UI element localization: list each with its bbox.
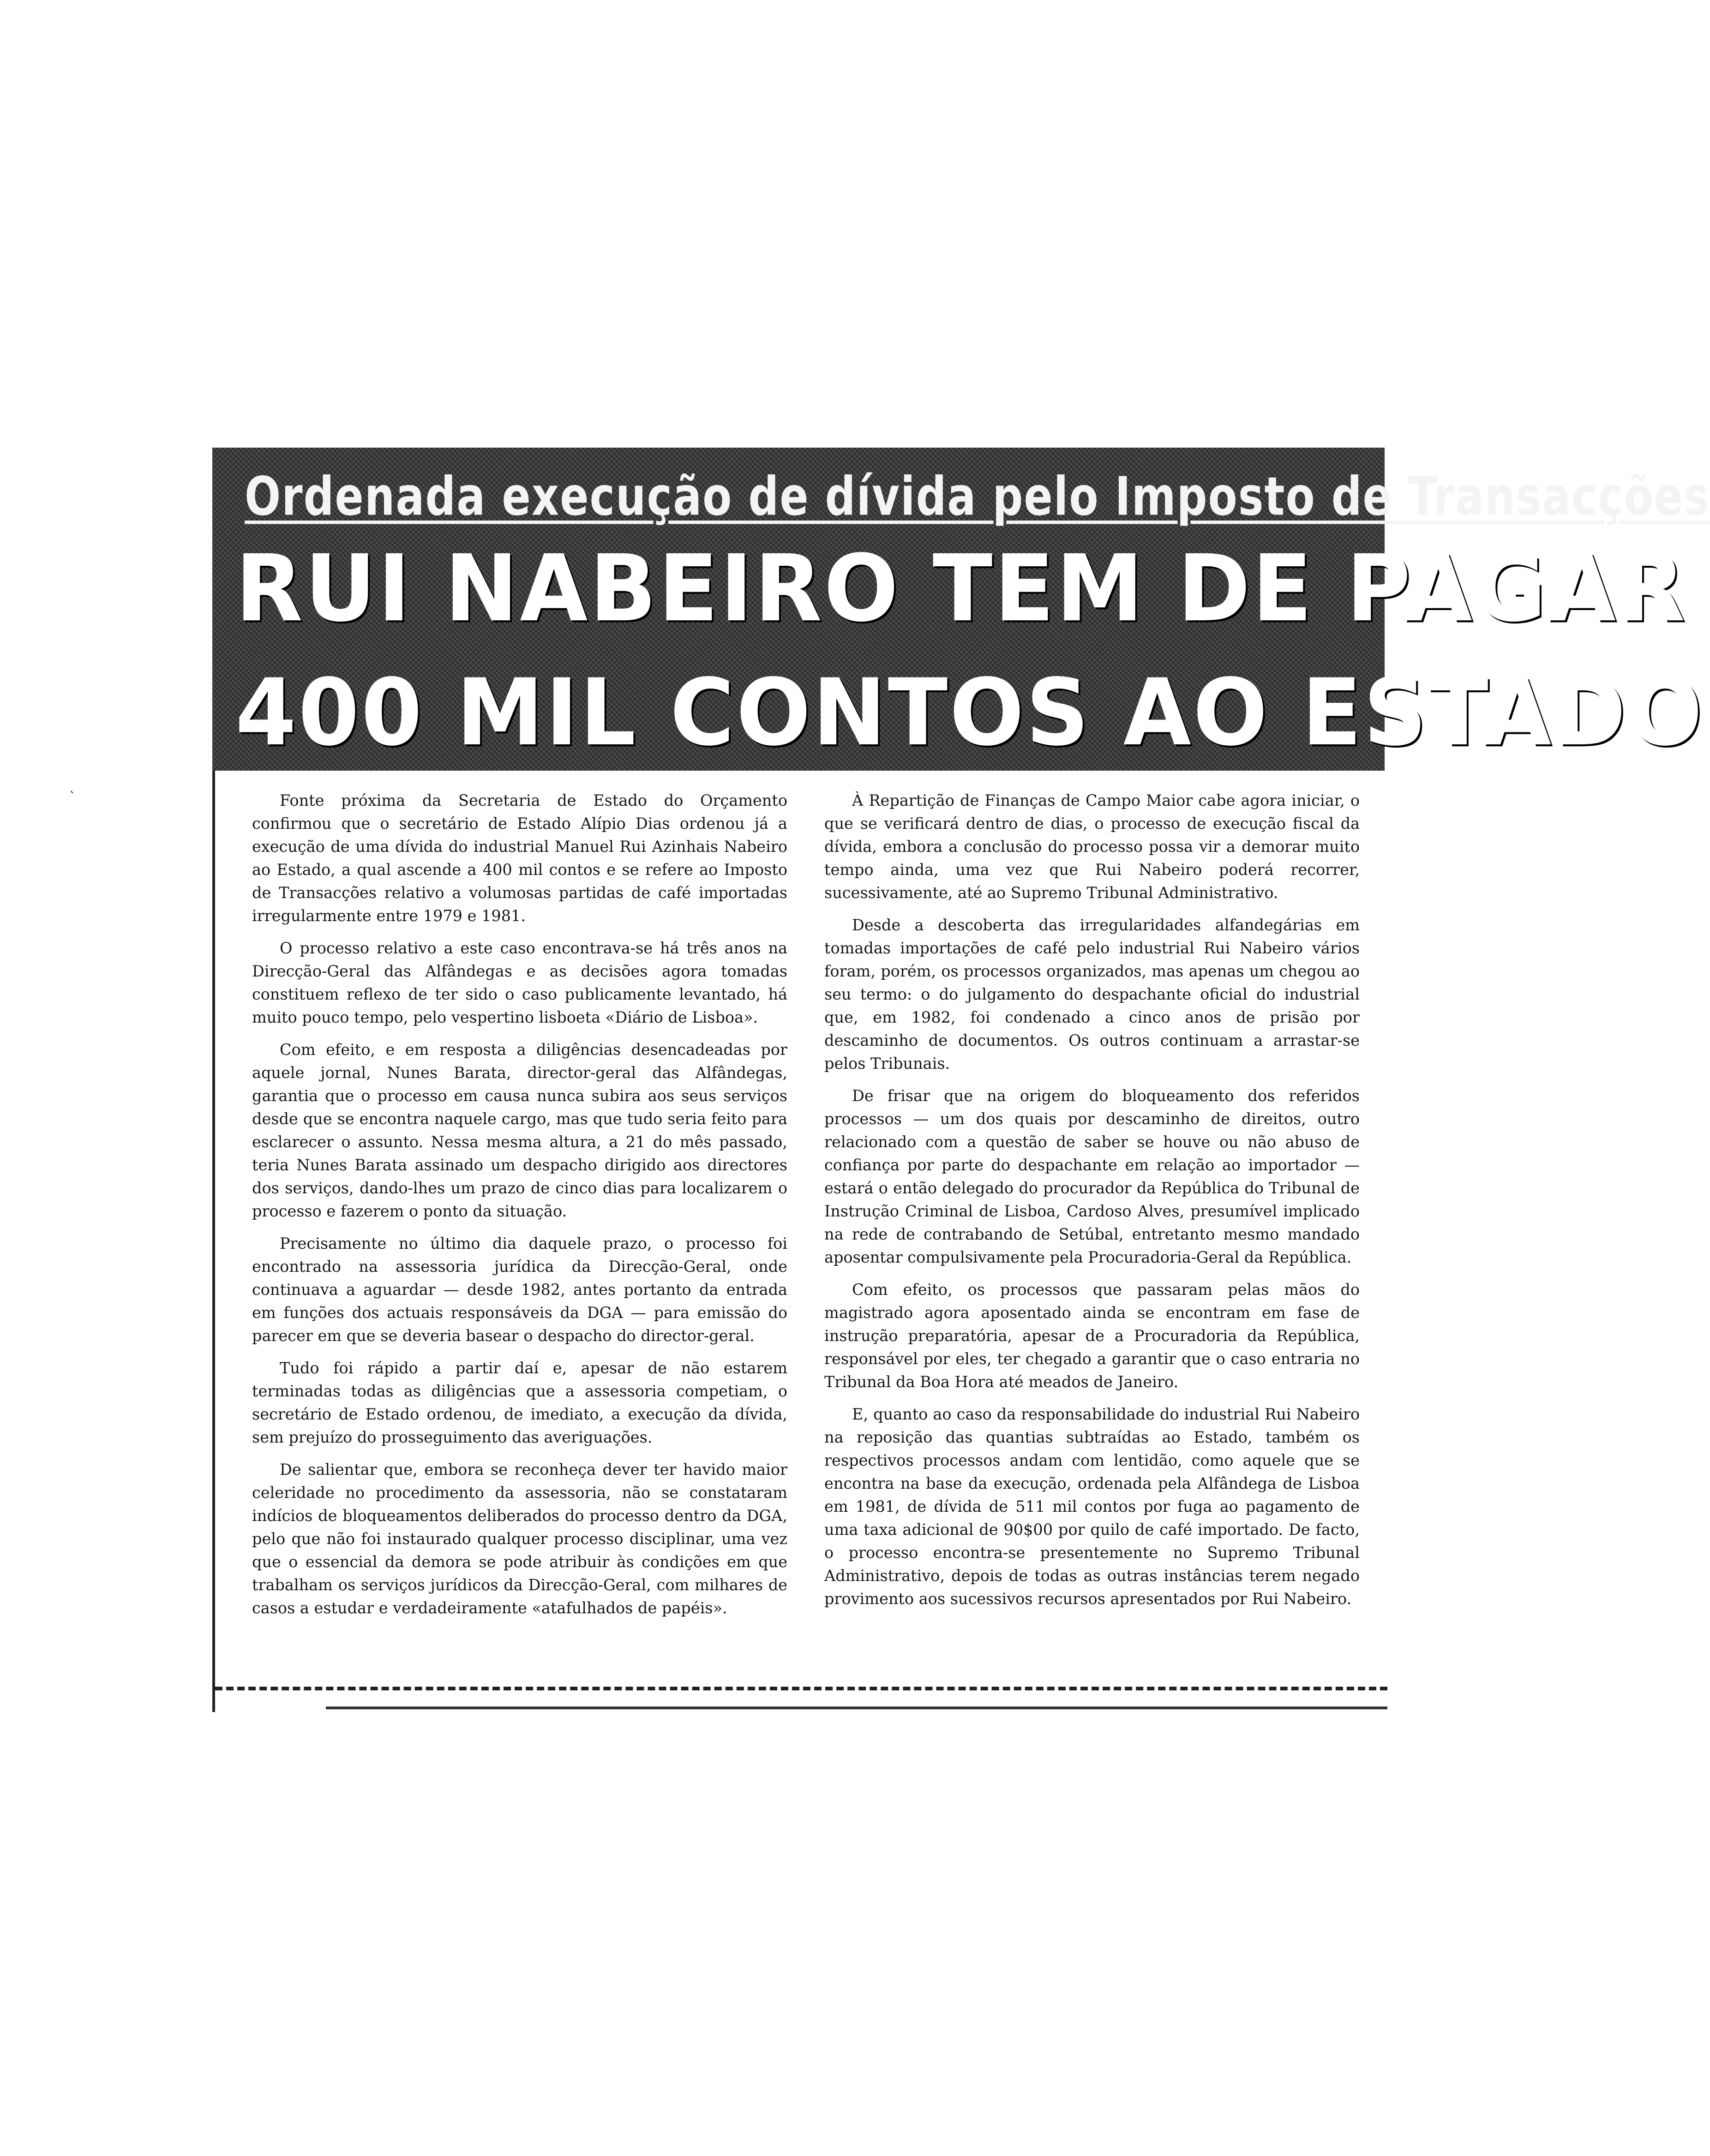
paragraph: Com efeito, os processos que passaram pelas mãos do magistrado agora aposentado ainda se encontram em fase de instrução preparatória, apesar de a Procuradoria da República, responsável por eles, ter chegado a garantir que o caso entraria no Tribunal da Boa Hora até meados de Janeiro. (824, 1281, 1360, 1391)
paragraph: Precisamente no último dia daquele prazo, o processo foi encontrado na assessoria jurídica da Direcção-Geral, onde continuava a aguardar — desde 1982, antes portanto da entrada em funções dos actuais responsáveis da DGA — para emissão do parecer em que se deveria basear o despacho do director-geral. (252, 1234, 787, 1345)
stray-mark: ˋ (69, 789, 76, 804)
paragraph: De frisar que na origem do bloqueamento dos referidos processos — um dos quais por descaminho de direitos, outro relacionado com a questão de saber se houve ou não abuso de confiança por parte do despachante em relação ao importador — estará o então delegado do procurador da República do Tribunal de Instrução Criminal de Lisboa, Cardoso Alves, presumível implicado na rede de contrabando de Setúbal, entretanto mesmo mandado aposentar compulsivamente pela Procuradoria-Geral da República. (824, 1087, 1360, 1266)
left-column (252, 789, 787, 1629)
kicker-headline: Ordenada execução de dívida pelo Imposto de Transacções (245, 466, 1710, 527)
bottom-dashed-rule (215, 1687, 1387, 1690)
bottom-rule (326, 1707, 1387, 1709)
paragraph: Com efeito, e em resposta a diligências desencadeadas por aquele jornal, Nunes Barata, director-geral das Alfândegas, garantia que o processo em causa nunca subira aos seus serviços desde que se encontra naquele cargo, mas que tudo seria feito para esclarecer o assunto. Nessa mesma altura, a 21 do mês passado, teria Nunes Barata assinado um despacho dirigido aos directores dos serviços, dando-lhes um prazo de cinco dias para localizarem o processo e fazerem o ponto da situação. (252, 1041, 787, 1220)
paragraph: À Repartição de Finanças de Campo Maior cabe agora iniciar, o que se verificará dentro de dias, o processo de execução fiscal da dívida, embora a conclusão do processo possa vir a demorar muito tempo ainda, uma vez que Rui Nabeiro poderá recorrer, sucessivamente, até ao Supremo Tribunal Administrativo. (824, 791, 1360, 902)
paragraph: De salientar que, embora se reconheça dever ter havido maior celeridade no procedimento da assessoria, não se constataram indícios de bloqueamentos deliberados do processo dentro da DGA, pelo que não foi instaurado qualquer processo disciplinar, uma vez que o essencial da demora se pode atribuir às condições em que trabalham os serviços jurídicos da Direcção-Geral, com milhares de casos a estudar e verdadeiramente «atafulhados de papéis». (252, 1461, 787, 1617)
paragraph: Tudo foi rápido a partir daí e, apesar de não estarem terminadas todas as diligências que a assessoria competiam, o secretário de Estado ordenou, de imediato, a execução da dívida, sem prejuízo do prosseguimento das averiguações. (252, 1359, 787, 1446)
paragraph: E, quanto ao caso da responsabilidade do industrial Rui Nabeiro na reposição das quantias subtraídas ao Estado, também os respectivos processos andam com lentidão, como aquele que se encontra na base da execução, ordenada pela Alfândega de Lisboa em 1981, de dívida de 511 mil contos por fuga ao pagamento de uma taxa adicional de 90$00 por quilo de café importado. De facto, o processo encontra-se presentemente no Supremo Tribunal Administrativo, depois de todas as outras instâncias terem negado provimento aos sucessivos recursos apresentados por Rui Nabeiro. (824, 1405, 1360, 1608)
article-body (212, 771, 1385, 1712)
headline-line-2: 400 MIL CONTOS AO ESTADO (235, 659, 1704, 767)
headline-banner (212, 448, 1710, 771)
main-headline (235, 531, 1704, 771)
paragraph: O processo relativo a este caso encontrava-se há três anos na Direcção-Geral das Alfândegas e as decisões agora tomadas constituem reflexo de ter sido o caso publicamente levantado, há muito pouco tempo, pelo vespertino lisboeta «Diário de Lisboa». (252, 939, 787, 1026)
paragraph: Desde a descoberta das irregularidades alfandegárias em tomadas importações de café pelo industrial Rui Nabeiro vários foram, porém, os processos organizados, mas apenas um chegou ao seu termo: o do julgamento do despachante oficial do industrial que, em 1982, foi condenado a cinco anos de prisão por descaminho de documentos. Os outros continuam a arrastar-se pelos Tribunais. (824, 916, 1360, 1072)
right-column (824, 789, 1360, 1620)
newspaper-clipping (212, 448, 1710, 1712)
paragraph: Fonte próxima da Secretaria de Estado do Orçamento confirmou que o secretário de Estado Alípio Dias ordenou já a execução de uma dívida do industrial Manuel Rui Azinhais Nabeiro ao Estado, a qual ascende a 400 mil contos e se refere ao Imposto de Transacções relativo a volumosas partidas de café importadas irregularmente entre 1979 e 1981. (252, 791, 787, 925)
headline-line-1: RUI NABEIRO TEM DE PAGAR (235, 535, 1687, 642)
